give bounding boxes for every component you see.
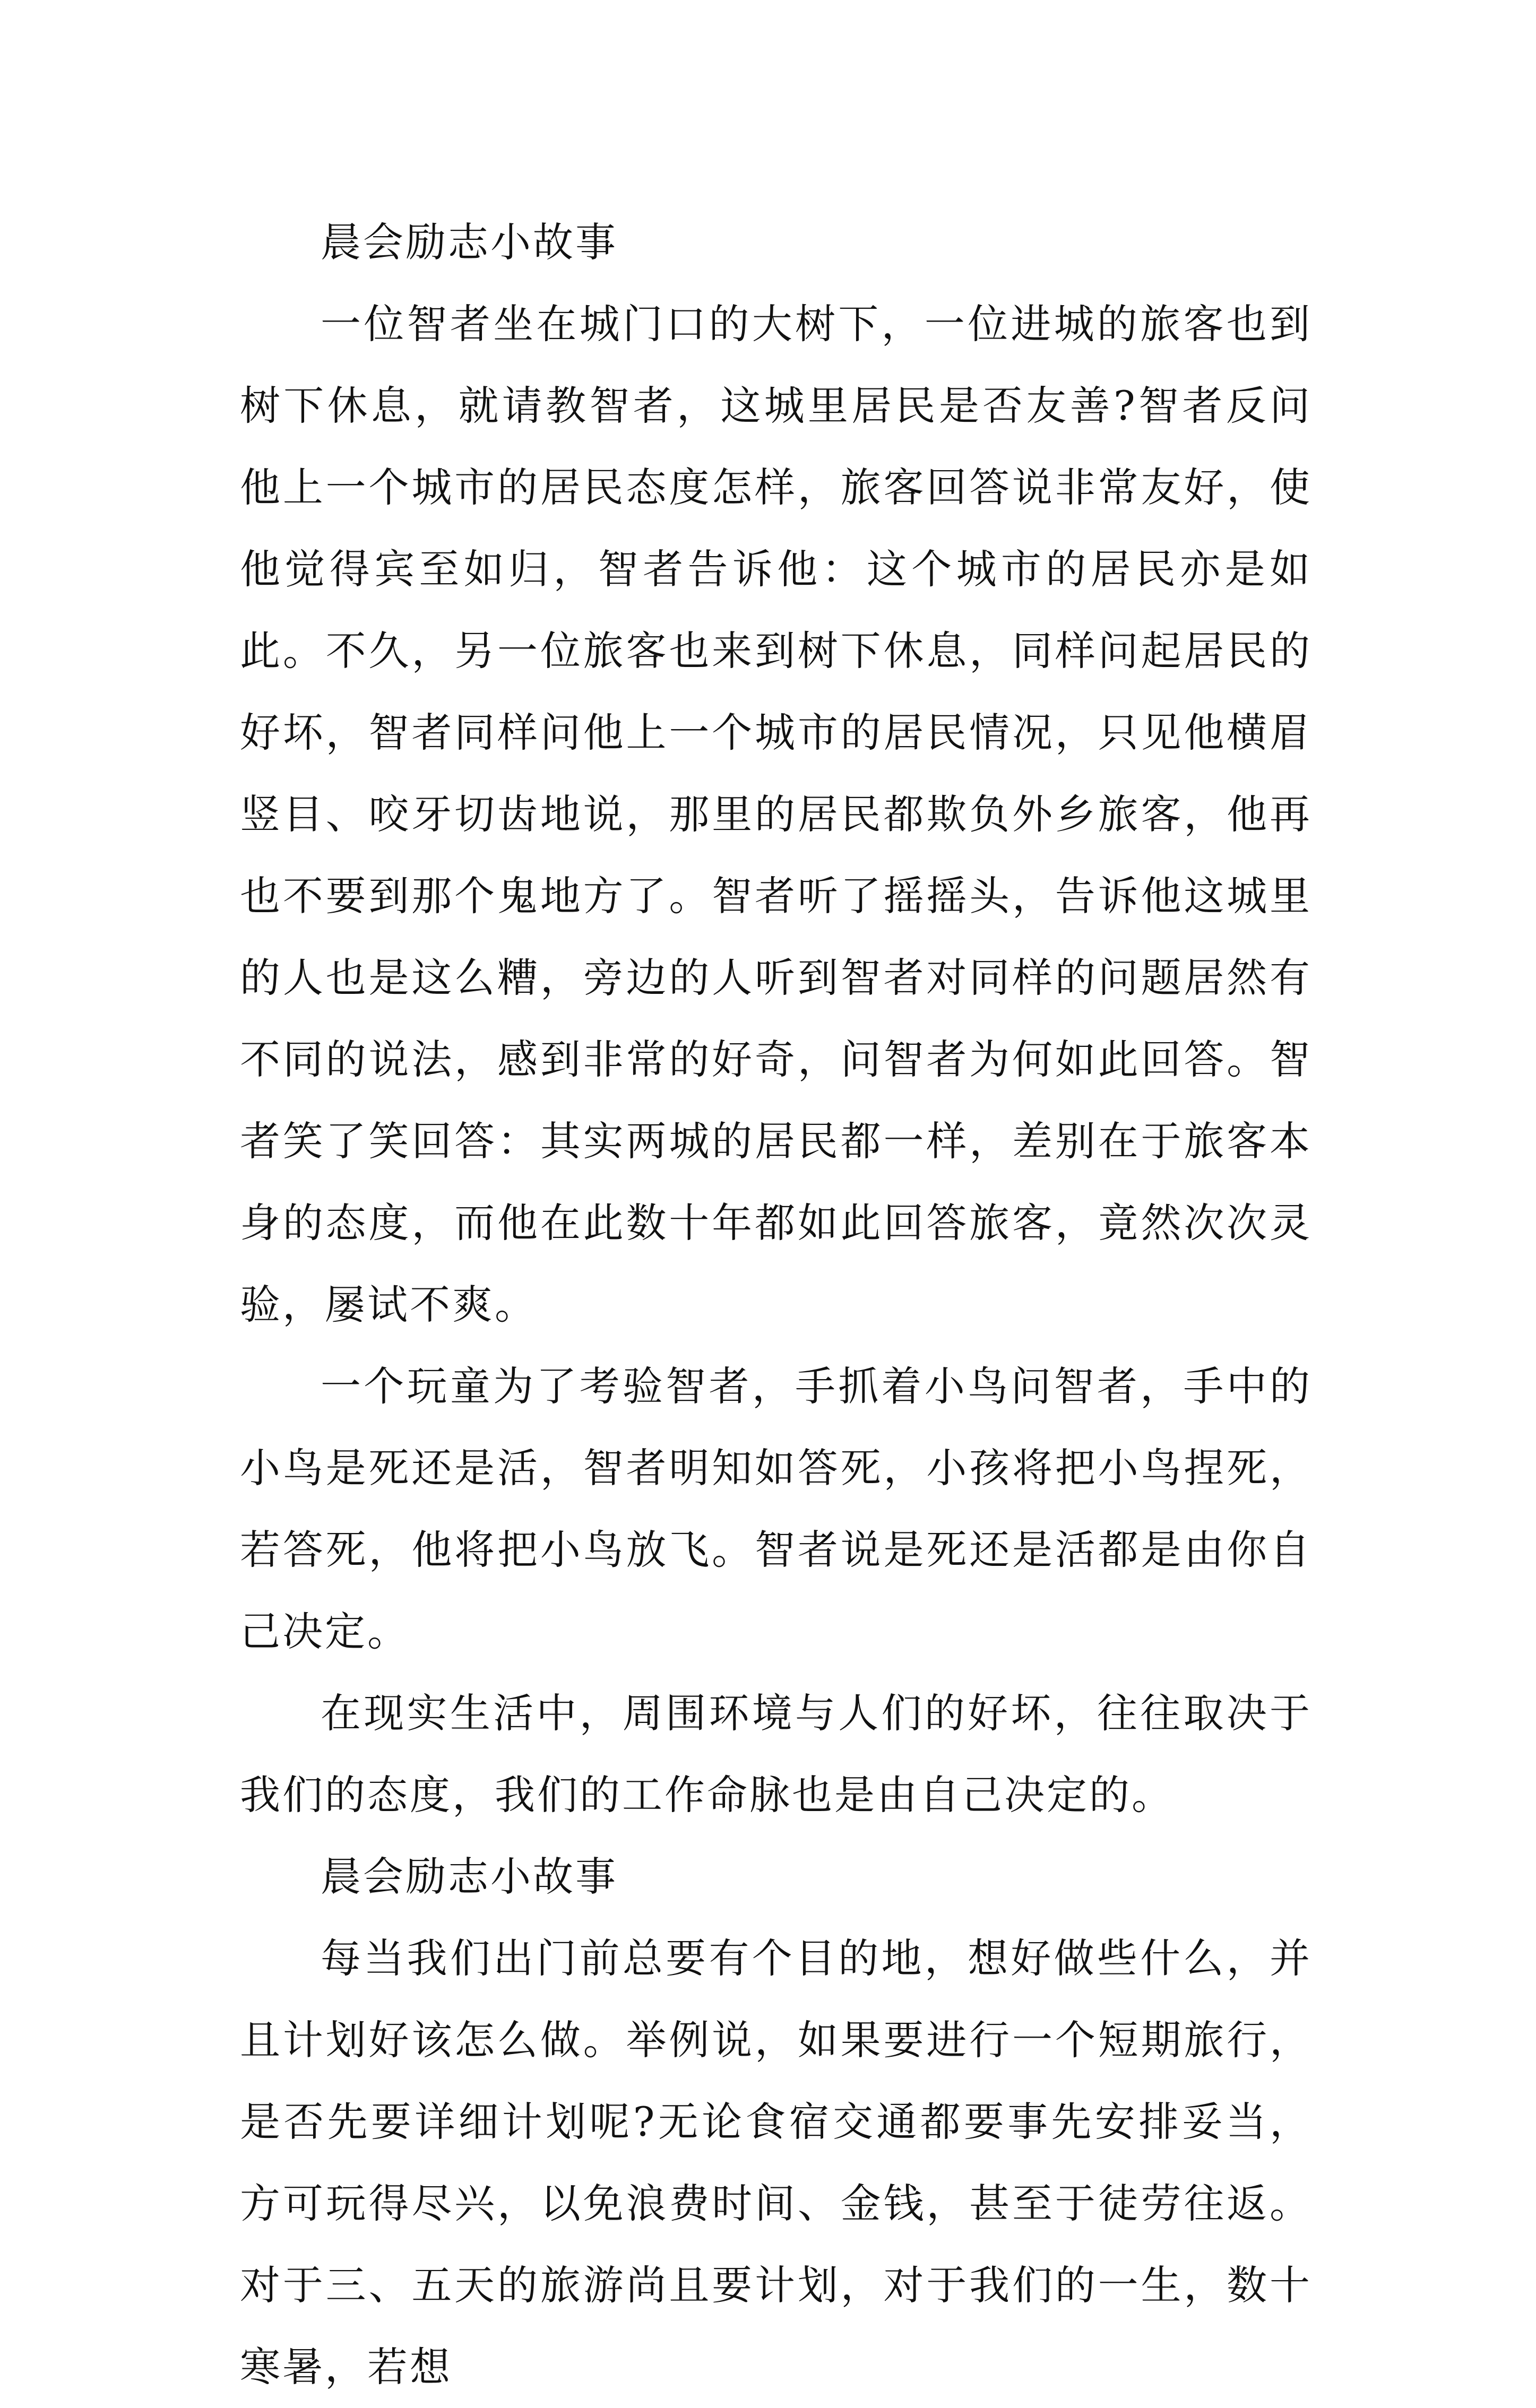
paragraph: 一个玩童为了考验智者，手抓着小鸟问智者，手中的小鸟是死还是活，智者明知如答死，小孩将把小鸟捏死，若答死，他将把小鸟放飞。智者说是死还是活都是由你自己决定。	[240, 1363, 1312, 1655]
document-body	[240, 202, 1312, 2408]
paragraph: 在现实生活中，周围环境与人们的好坏，往往取决于我们的态度，我们的工作命脉也是由自己决定的。	[240, 1690, 1312, 1818]
section-heading: 晨会励志小故事	[321, 1853, 618, 1900]
section-heading: 晨会励志小故事	[321, 219, 618, 266]
paragraph: 一位智者坐在城门口的大树下，一位进城的旅客也到树下休息，就请教智者，这城里居民是否友善?智者反问他上一个城市的居民态度怎样，旅客回答说非常友好，使他觉得宾至如归，智者告诉他：这个城市的居民亦是如此。不久，另一位旅客也来到树下休息，同样问起居民的好坏，智者同样问他上一个城市的居民情况，只见他横眉竖目、咬牙切齿地说，那里的居民都欺负外乡旅客，他再也不要到那个鬼地方了。智者听了摇摇头，告诉他这城里的人也是这么糟，旁边的人听到智者对同样的问题居然有不同的说法，感到非常的好奇，问智者为何如此回答。智者笑了笑回答：其实两城的居民都一样，差别在于旅客本身的态度，而他在此数十年都如此回答旅客，竟然次次灵验，屡试不爽。	[240, 300, 1312, 1328]
paragraph: 每当我们出门前总要有个目的地，想好做些什么，并且计划好该怎么做。举例说，如果要进行一个短期旅行，是否先要详细计划呢?无论食宿交通都要事先安排妥当，方可玩得尽兴，以免浪费时间、金钱，甚至于徒劳往返。对于三、五天的旅游尚且要计划，对于我们的一生，数十寒暑，若想	[240, 1935, 1312, 2390]
